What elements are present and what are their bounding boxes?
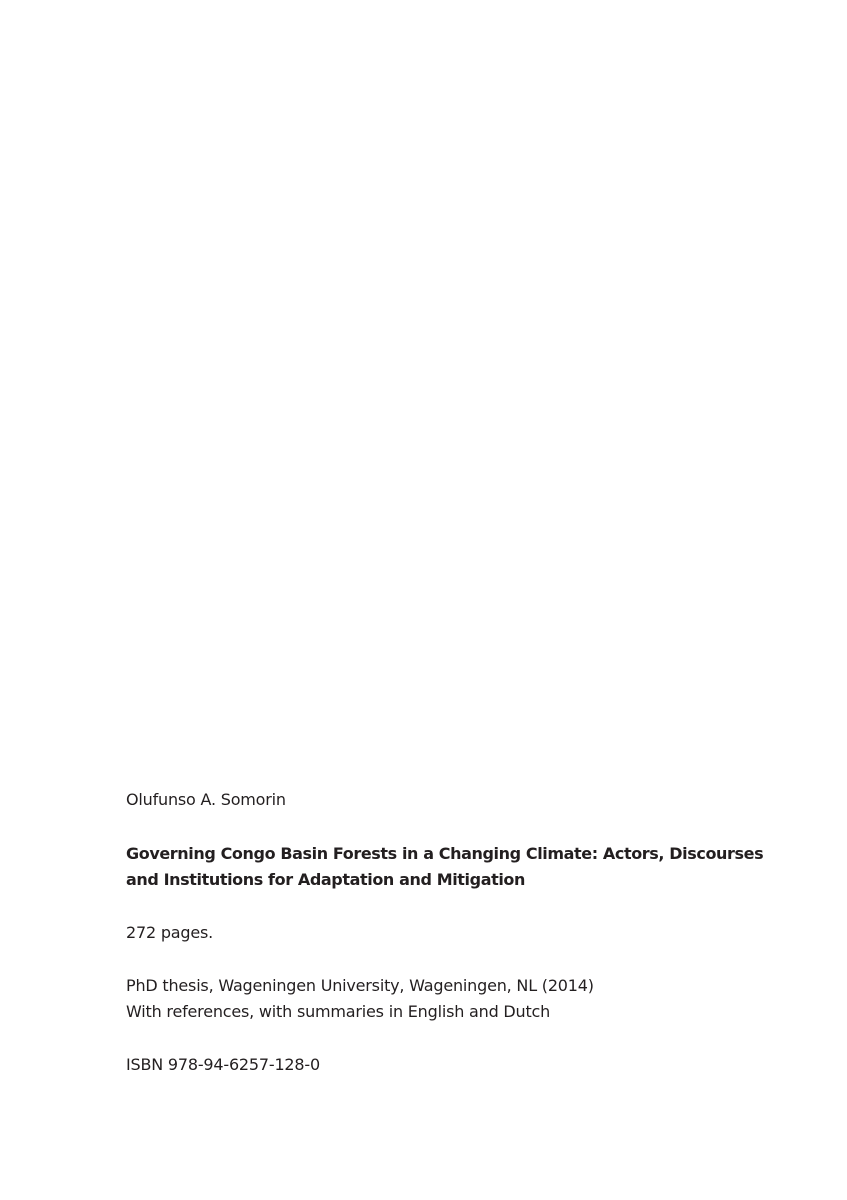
- isbn: [126, 1052, 746, 1078]
- title-line-1: Governing Congo Basin Forests in a Changing Climate: Actors, Discourses: [126, 844, 764, 863]
- page-count-line: 272 pages.: [126, 923, 214, 942]
- thesis-info: [126, 973, 746, 1025]
- thesis-line-1: PhD thesis, Wageningen University, Wageningen, NL (2014): [126, 976, 594, 995]
- author-line: Olufunso A. Somorin: [126, 790, 286, 809]
- thesis-line-2: With references, with summaries in English and Dutch: [126, 1002, 551, 1021]
- book-title: [126, 841, 764, 893]
- isbn-line: ISBN 978-94-6257-128-0: [126, 1055, 320, 1074]
- page-count: [126, 920, 746, 946]
- author-name: [126, 787, 746, 813]
- title-line-2: and Institutions for Adaptation and Mitigation: [126, 870, 526, 889]
